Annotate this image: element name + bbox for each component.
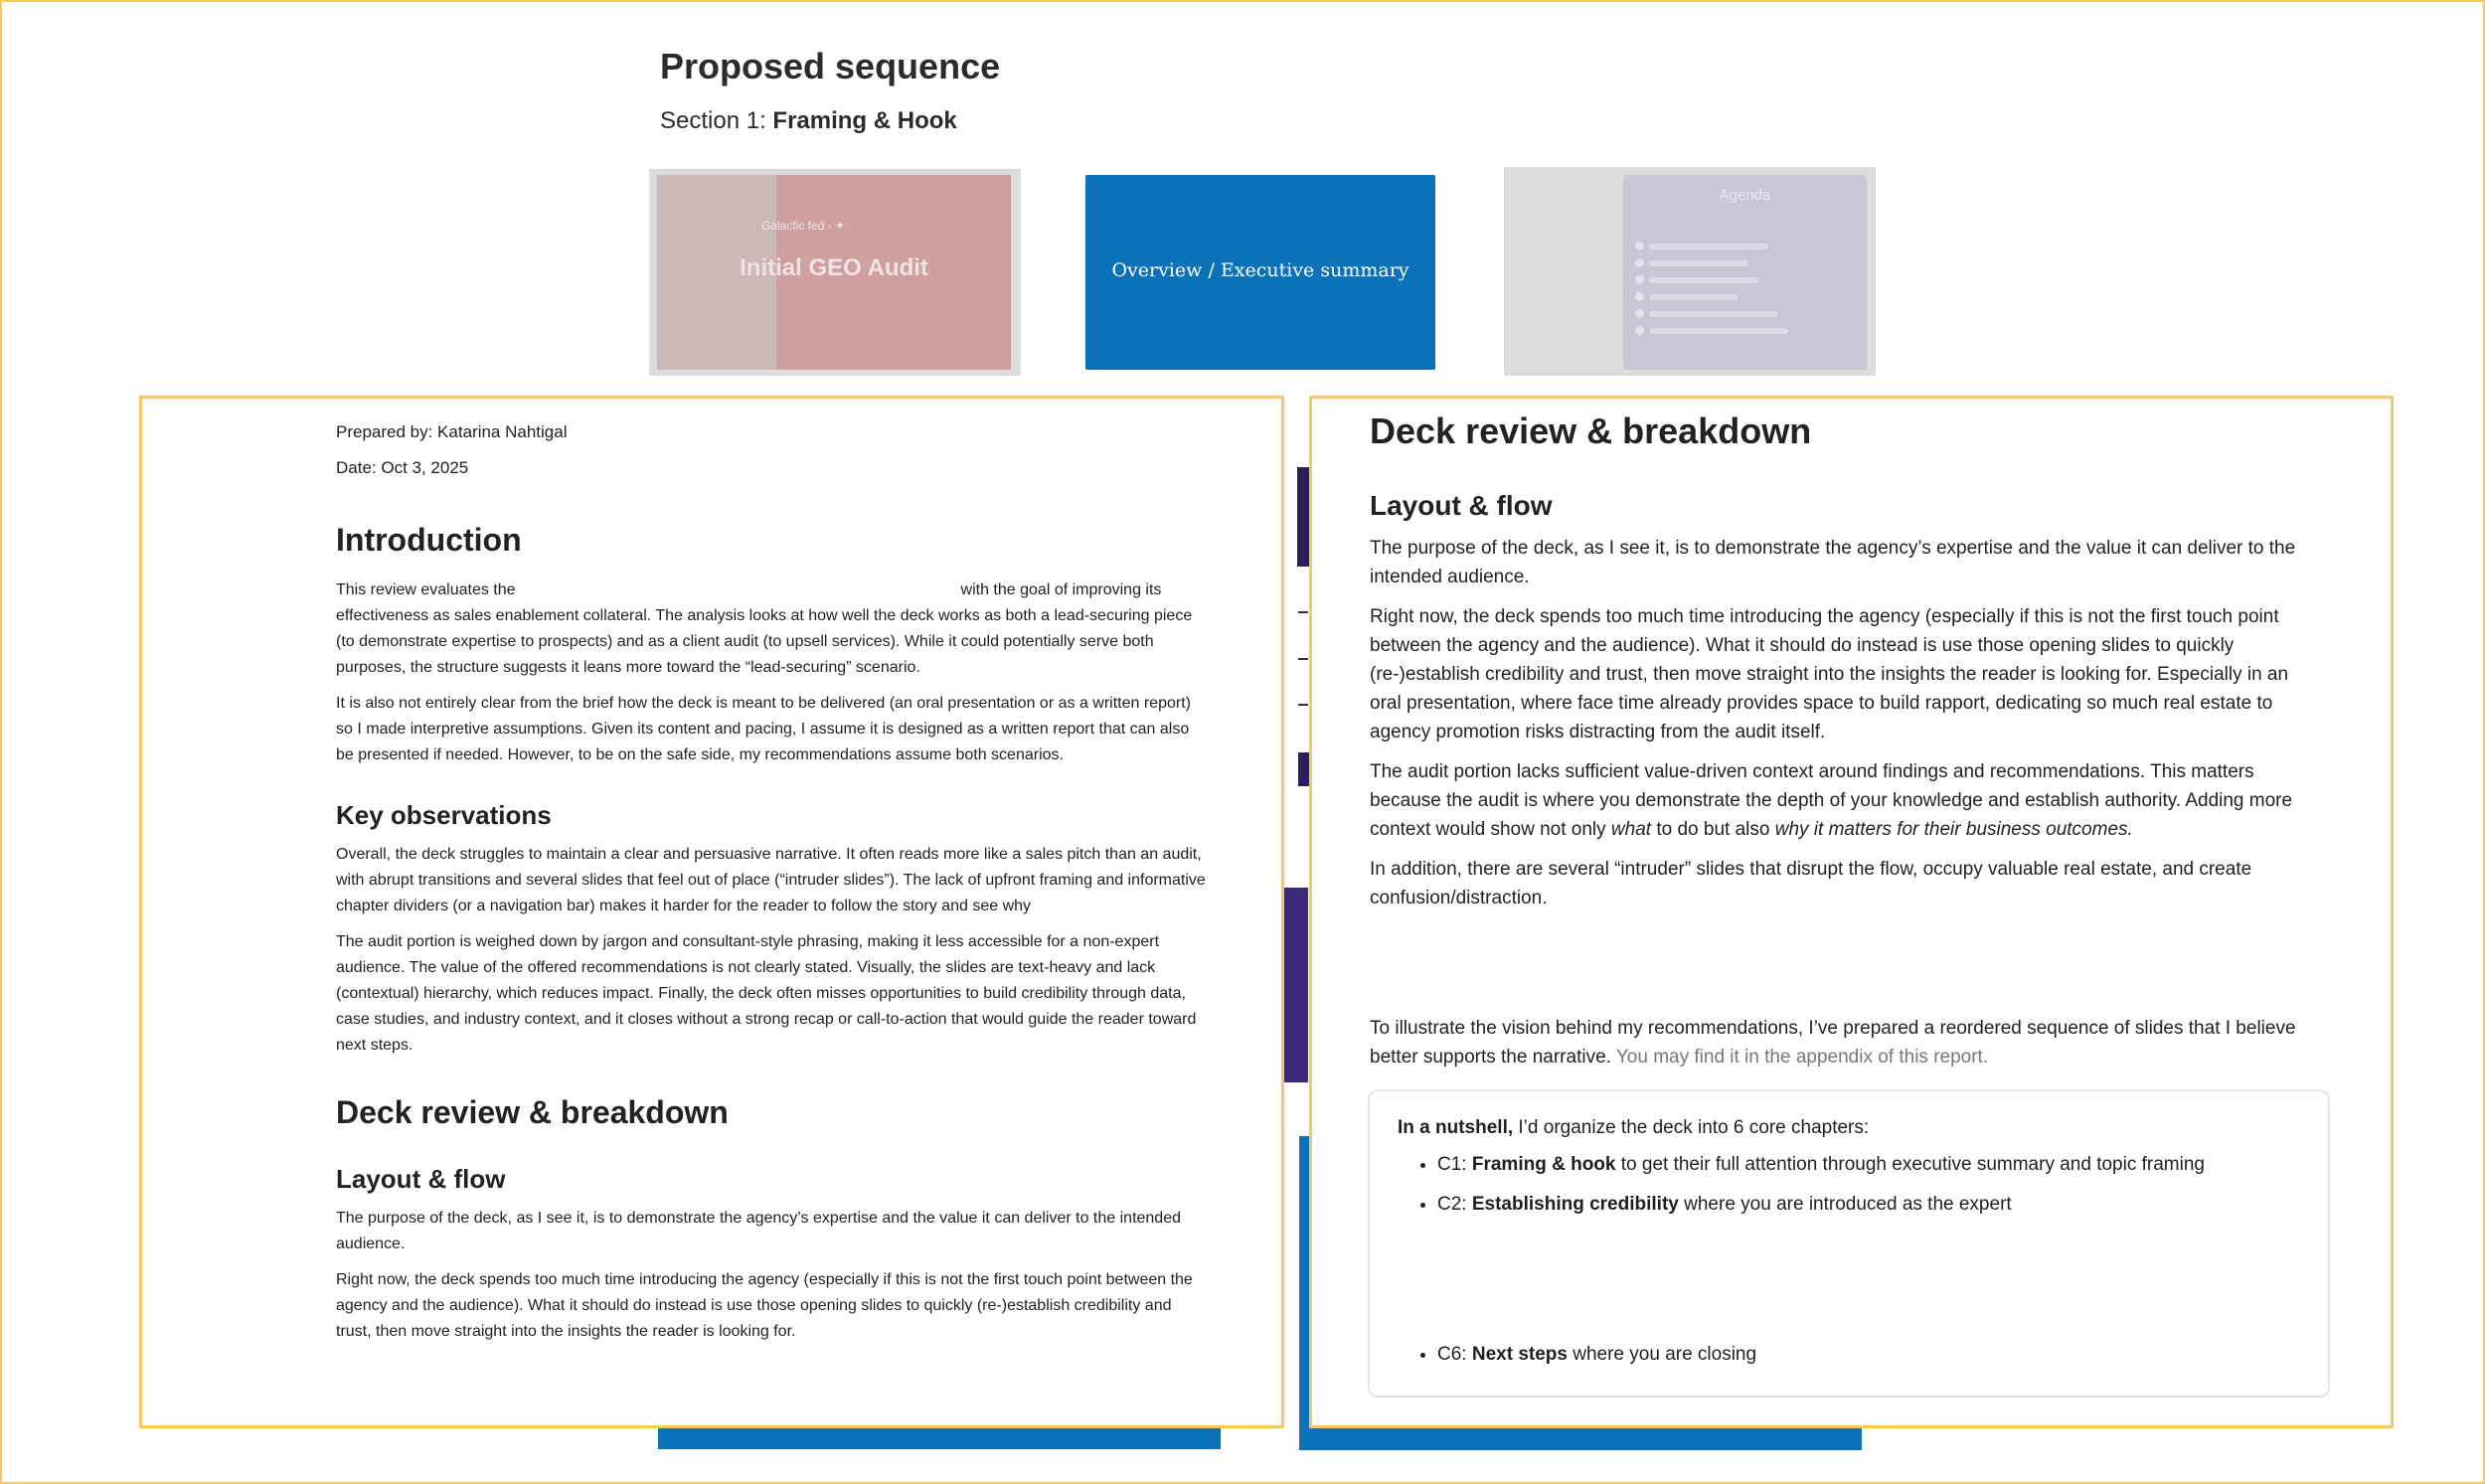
- report-date: Date: Oct 3, 2025: [336, 458, 469, 477]
- chapter-name: Next steps: [1471, 1344, 1568, 1365]
- layout-paragraph-2: Right now, the deck spends too much time introducing the agency (especially if this is not the first touch point between the agency and the audience). What it should do instead is use those opening slides to quickly (re-)establish credibility and trust, then move straight into the insights the reader is looking for.: [336, 1271, 1193, 1340]
- agenda-bullet-icon: [1635, 275, 1644, 284]
- agenda-bullet-icon: [1635, 292, 1644, 301]
- agenda-row: [1649, 244, 1768, 249]
- chapter-name: Framing & hook: [1471, 1154, 1616, 1175]
- agenda-bullet-icon: [1635, 242, 1644, 250]
- bg-slide-tick: [1298, 704, 1308, 706]
- bg-slide-tick: [1298, 611, 1308, 613]
- p3-emphasis-what: what: [1610, 819, 1652, 840]
- slide-title-card: [657, 175, 1011, 370]
- p5-start: To illustrate the vision behind my recommendations, I’ve prepared a reordered sequence of slides that I believe better supports the narrative.: [1370, 1018, 2296, 1068]
- p3-mid: to do but also: [1651, 819, 1775, 840]
- slide-agenda-title: Agenda: [1719, 187, 1771, 204]
- agenda-bullet-icon: [1635, 309, 1644, 318]
- chapter-desc: where you are introduced as the expert: [1678, 1194, 2012, 1215]
- appendix-link[interactable]: You may find it in the appendix of this report.: [1615, 1047, 1989, 1068]
- observations-heading: Key observations: [336, 800, 552, 830]
- slide-logos: Galactic fed · ✦: [761, 219, 846, 233]
- agenda-bullet-icon: [1635, 258, 1644, 267]
- p3-start: The audit portion lacks sufficient value-driven context around findings and recommendations. This matters because the audit is where you demonstrate the depth of your knowledge and establish authority. Adding more context would show not only: [1370, 761, 2293, 840]
- chapter-prefix: C1:: [1437, 1154, 1472, 1175]
- observations-paragraph-2: The audit portion is weighed down by jargon and consultant-style phrasing, making it less accessible for a non-expert audience. The value of the offered recommendations is not clearly stated. Visually, the slides are text-heavy and lack (contextual) hierarchy, which reduces impact. Finally, the deck often misses opportunities to build credibility through data, case studies, and industry context, and it closes without a strong recap or call-to-action that would guide the reader toward next steps.: [336, 933, 1197, 1054]
- section-name: Framing & Hook: [772, 107, 957, 134]
- document-page-right: [1309, 396, 2394, 1428]
- slide-overview-text: Overview / Executive summary: [1111, 259, 1409, 281]
- slide-title-text: Initial GEO Audit: [740, 254, 928, 281]
- layout-paragraph-5: [1370, 1014, 2324, 1072]
- layout-paragraph-3: [1370, 757, 2324, 844]
- agenda-row: [1649, 311, 1778, 317]
- agenda-bullet-icon: [1635, 326, 1644, 335]
- agenda-row: [1649, 294, 1739, 300]
- slide-thumbnail-overview[interactable]: [1085, 175, 1435, 370]
- bg-slide-tick: [1298, 658, 1308, 660]
- bg-slide-purple-fragment: [1284, 888, 1308, 1082]
- chapter-prefix: C2:: [1437, 1194, 1472, 1215]
- layout-paragraph-1: The purpose of the deck, as I see it, is to demonstrate the agency’s expertise and the value it can deliver to the intended audience.: [1370, 538, 2296, 587]
- review-heading: Deck review & breakdown: [336, 1094, 729, 1130]
- layout-paragraph-4: In addition, there are several “intruder” slides that disrupt the flow, occupy valuable real estate, and create confusion/distraction.: [1370, 859, 2252, 908]
- chapter-desc: to get their full attention through executive summary and topic framing: [1615, 1154, 2205, 1175]
- callout-lead-bold: In a nutshell,: [1398, 1117, 1514, 1138]
- bg-slide-blue-bar: [658, 1425, 1221, 1449]
- agenda-row: [1649, 277, 1758, 283]
- slide-thumbnail-title[interactable]: [649, 169, 1021, 376]
- observations-paragraph-1: Overall, the deck struggles to maintain a clear and persuasive narrative. It often reads more like a sales pitch than an audit, with abrupt transitions and several slides that feel out of place (“intruder slides”). The lack of upfront framing and informative chapter dividers (or a navigation bar) makes it harder for the reader to follow the story and see why: [336, 846, 1206, 914]
- intro-p1-start: This review evaluates the: [336, 581, 516, 598]
- slide-thumbnail-agenda[interactable]: [1504, 167, 1876, 376]
- agenda-row: [1649, 260, 1748, 266]
- chapter-name: Establishing credibility: [1471, 1194, 1679, 1215]
- chapter-list: [1398, 1150, 2300, 1369]
- chapter-desc: where you are closing: [1567, 1344, 1757, 1365]
- layout-paragraph-1: The purpose of the deck, as I see it, is to demonstrate the agency’s expertise and the value it can deliver to the intended audience.: [336, 1210, 1181, 1252]
- layout-heading: Layout & flow: [1370, 490, 1553, 521]
- intro-p1-rest: with the goal of improving its effectiveness as sales enablement collateral. The analysis looks at how well the deck works as both a lead-securing piece (to demonstrate expertise to prospects) and as a client audit (to upsell services). While it could potentially serve both purposes, the structure suggests it leans more toward the “lead-securing” scenario.: [336, 581, 1193, 676]
- sequence-title: Proposed sequence: [660, 46, 1001, 86]
- sequence-section: [660, 107, 957, 135]
- callout-lead: [1398, 1113, 2300, 1142]
- p3-emphasis-why: why it matters for their business outcomes.: [1774, 819, 2133, 840]
- slide-agenda-card: [1623, 175, 1867, 370]
- agenda-row: [1649, 328, 1788, 334]
- callout-lead-rest: I’d organize the deck into 6 core chapters:: [1513, 1117, 1870, 1138]
- list-item: [1437, 1150, 2300, 1179]
- intro-paragraph-1: [336, 577, 1209, 681]
- nutshell-callout: [1368, 1089, 2330, 1398]
- section-prefix: Section 1:: [660, 107, 773, 134]
- review-heading: Deck review & breakdown: [1370, 411, 1812, 451]
- chapter-prefix: C6:: [1437, 1344, 1472, 1365]
- intro-heading: Introduction: [336, 522, 522, 558]
- layout-heading: Layout & flow: [336, 1164, 506, 1194]
- list-item: [1437, 1190, 2300, 1219]
- list-item: [1437, 1340, 2300, 1369]
- layout-paragraph-2: Right now, the deck spends too much time introducing the agency (especially if this is not the first touch point between the agency and the audience). What it should do instead is use those opening slides to quickly (re-)establish credibility and trust, then move straight into the insights the reader is looking for. Especially in an oral presentation, where face time already provides space to build rapport, dedicating so much real estate to agency promotion risks distracting from the audit itself.: [1370, 606, 2289, 742]
- document-page-left: [139, 396, 1284, 1428]
- prepared-by: Prepared by: Katarina Nahtigal: [336, 422, 568, 441]
- intro-paragraph-2: It is also not entirely clear from the brief how the deck is meant to be delivered (an oral presentation or as a written report) so I made interpretive assumptions. Given its content and pacing, I assume it is designed as a written report that can also be presented if needed. However, to be on the safe side, my recommendations assume both scenarios.: [336, 695, 1191, 763]
